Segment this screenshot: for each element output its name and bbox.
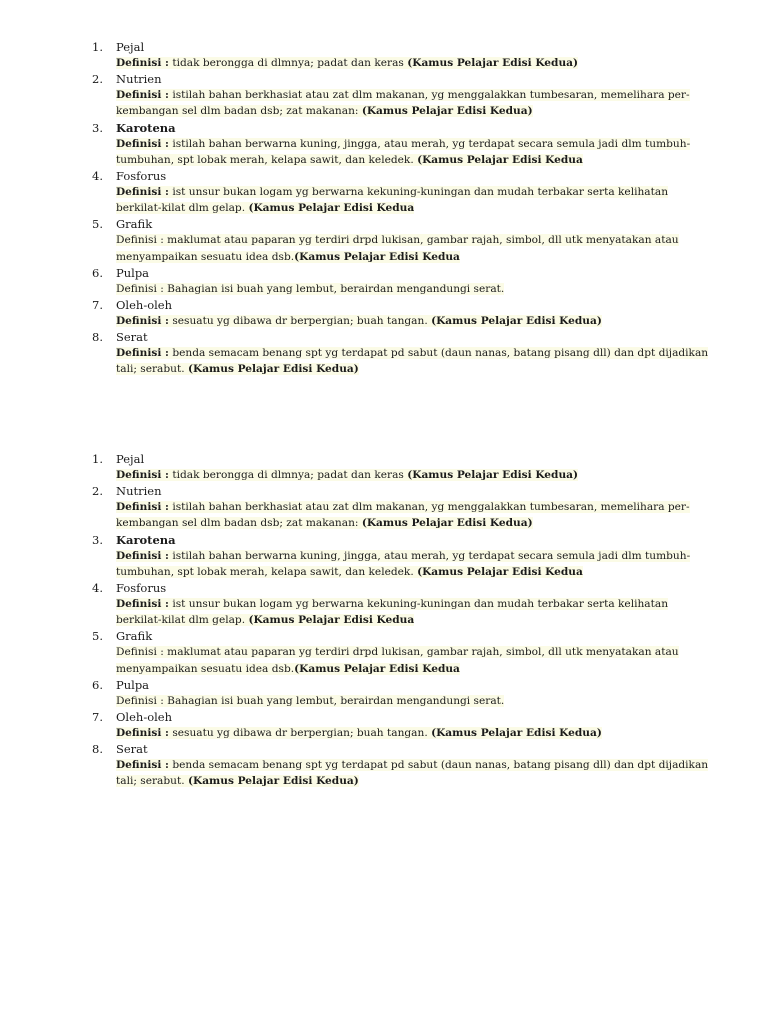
highlighted-text (116, 566, 583, 578)
term-heading: Karotena (116, 532, 176, 547)
list-item (0, 265, 768, 297)
definition-text: berkilat-kilat dlm gelap. (116, 202, 249, 215)
highlighted-text (116, 469, 578, 481)
definition-line (116, 548, 768, 564)
highlighted-text (116, 154, 583, 166)
list-item (0, 168, 768, 216)
definition-text: ist unsur bukan logam yg berwarna kekuning-kuningan dan mudah terbakar serta kelihatan (168, 598, 669, 611)
highlighted-text (116, 646, 679, 658)
definition-line (116, 725, 768, 741)
list-item-number: 8. (92, 742, 103, 757)
source-citation: (Kamus Pelajar Edisi Kedua) (431, 315, 602, 328)
highlighted-text (116, 598, 668, 610)
definition-text: sesuatu yg dibawa dr berpergian; buah tangan. (168, 727, 432, 740)
term-heading: Serat (116, 742, 148, 757)
source-citation: (Kamus Pelajar Edisi Kedua) (431, 727, 602, 740)
definition-line (116, 281, 768, 297)
highlighted-text (116, 775, 359, 787)
list-item-number: 8. (92, 330, 103, 345)
list-item-number: 3. (92, 120, 103, 135)
definition-text: ist unsur bukan logam yg berwarna kekuning-kuningan dan mudah terbakar serta kelihatan (168, 186, 669, 199)
source-citation: (Kamus Pelajar Edisi Kedua) (407, 57, 579, 69)
definition-text: istilah bahan berkhasiat atau zat dlm makanan, yg menggalakkan tumbesaran, memelihara per- (168, 501, 690, 514)
list-item-number: 1. (92, 40, 103, 54)
definition-line (116, 773, 768, 789)
highlighted-text (116, 138, 690, 150)
list-item-number: 3. (92, 532, 103, 547)
list-item (0, 532, 768, 580)
definition-label: Definisi : (116, 694, 164, 707)
term-heading: Pulpa (116, 265, 150, 280)
list-item (0, 39, 768, 71)
definition-label: Definisi : (116, 501, 169, 514)
highlighted-text (116, 315, 602, 327)
term-heading: Oleh-oleh (116, 710, 173, 725)
source-citation: (Kamus Pelajar Edisi Kedua) (361, 517, 533, 530)
highlighted-text (116, 347, 708, 359)
highlighted-text (116, 234, 679, 246)
source-citation: (Kamus Pelajar Edisi Kedua) (187, 775, 359, 788)
term-heading: Nutrien (116, 72, 162, 87)
term-heading: Grafik (116, 217, 153, 232)
definition-label: Definisi : (116, 57, 169, 69)
definition-text: menyampaikan sesuatu idea dsb. (116, 250, 295, 263)
source-citation: (Kamus Pelajar Edisi Kedua (294, 662, 460, 675)
term-heading: Grafik (116, 629, 153, 644)
definition-line (116, 515, 768, 531)
highlighted-text (116, 283, 504, 295)
definition-label: Definisi : (116, 549, 169, 562)
definition-line (116, 644, 768, 660)
list-item-number: 4. (92, 169, 103, 184)
definition-line (116, 313, 768, 329)
source-citation: (Kamus Pelajar Edisi Kedua (417, 153, 583, 166)
term-heading: Karotena (116, 120, 176, 135)
definition-line (116, 249, 768, 265)
list-item-number: 5. (92, 217, 103, 232)
definition-line (116, 152, 768, 168)
definition-line (116, 200, 768, 216)
definition-line (116, 693, 768, 709)
definition-text: kembangan sel dlm badan dsb; zat makanan: (116, 517, 362, 530)
list-item-number: 6. (92, 265, 103, 280)
definition-text: tali; serabut. (116, 775, 188, 788)
definition-text: sesuatu yg dibawa dr berpergian; buah tangan. (168, 315, 432, 328)
source-citation: (Kamus Pelajar Edisi Kedua) (361, 105, 533, 118)
highlighted-text (116, 105, 533, 117)
term-heading: Fosforus (116, 581, 167, 596)
definition-label: Definisi : (116, 315, 169, 328)
list-item-number: 1. (92, 452, 103, 466)
definition-text: maklumat atau paparan yg terdiri drpd lukisan, gambar rajah, simbol, dll utk menyatakan atau (163, 646, 679, 659)
definition-list (0, 451, 768, 790)
definition-text: tali; serabut. (116, 363, 188, 376)
highlighted-text (116, 251, 460, 263)
term-heading: Pulpa (116, 677, 150, 692)
list-item (0, 329, 768, 377)
definition-line (116, 103, 768, 119)
definition-text: istilah bahan berwarna kuning, jingga, atau merah, yg terdapat secara semula jadi dlm tumbuh- (168, 137, 691, 150)
highlighted-text (116, 501, 690, 513)
definition-label: Definisi : (116, 727, 169, 740)
definition-text: tumbuhan, spt lobak merah, kelapa sawit, dan keledek. (116, 565, 418, 578)
definition-label: Definisi : (116, 282, 164, 295)
highlighted-text (116, 517, 533, 529)
definition-text: benda semacam benang spt yg terdapat pd sabut (daun nanas, batang pisang dll) dan dpt dijadikan (168, 759, 709, 772)
definition-text: istilah bahan berwarna kuning, jingga, atau merah, yg terdapat secara semula jadi dlm tumbuh- (168, 549, 691, 562)
definition-text: berkilat-kilat dlm gelap. (116, 614, 249, 627)
highlighted-text (116, 695, 504, 707)
definition-text: tumbuhan, spt lobak merah, kelapa sawit, dan keledek. (116, 153, 418, 166)
definition-text: tidak berongga di dlmnya; padat dan keras (168, 57, 408, 69)
source-citation: (Kamus Pelajar Edisi Kedua) (187, 363, 359, 376)
definition-label: Definisi : (116, 186, 169, 199)
definition-line (116, 564, 768, 580)
list-item (0, 628, 768, 676)
list-item-number: 2. (92, 72, 103, 87)
definition-line (116, 467, 768, 483)
list-item (0, 120, 768, 168)
list-item (0, 451, 768, 483)
highlighted-text (116, 186, 668, 198)
list-item-number: 7. (92, 710, 103, 725)
definition-line (116, 596, 768, 612)
list-item (0, 297, 768, 329)
definition-line (116, 55, 768, 71)
list-item (0, 580, 768, 628)
definition-label: Definisi : (116, 759, 169, 772)
definition-text: istilah bahan berkhasiat atau zat dlm makanan, yg menggalakkan tumbesaran, memelihara per- (168, 89, 690, 102)
source-citation: (Kamus Pelajar Edisi Kedua (248, 202, 415, 215)
definition-list (0, 39, 768, 378)
source-citation: (Kamus Pelajar Edisi Kedua (417, 565, 583, 578)
highlighted-text (116, 202, 414, 214)
highlighted-text (116, 759, 708, 771)
definition-text: maklumat atau paparan yg terdiri drpd lukisan, gambar rajah, simbol, dll utk menyatakan atau (163, 234, 679, 247)
highlighted-text (116, 614, 414, 626)
highlighted-text (116, 663, 460, 675)
definition-line (116, 499, 768, 515)
definition-label: Definisi : (116, 347, 169, 360)
highlighted-text (116, 57, 578, 69)
definition-text: Bahagian isi buah yang lembut, berairdan mengandungi serat. (163, 282, 505, 295)
definition-text: Bahagian isi buah yang lembut, berairdan mengandungi serat. (163, 694, 505, 707)
list-item (0, 677, 768, 709)
list-item (0, 216, 768, 264)
definition-text: tidak berongga di dlmnya; padat dan keras (168, 469, 408, 481)
list-item (0, 483, 768, 531)
list-item (0, 741, 768, 789)
definition-line (116, 612, 768, 628)
definition-line (116, 345, 768, 361)
definition-text: menyampaikan sesuatu idea dsb. (116, 662, 295, 675)
definition-text: benda semacam benang spt yg terdapat pd sabut (daun nanas, batang pisang dll) dan dpt dijadikan (168, 347, 709, 360)
definition-line (116, 661, 768, 677)
list-item-number: 7. (92, 298, 103, 313)
source-citation: (Kamus Pelajar Edisi Kedua (248, 614, 415, 627)
term-heading: Pejal (116, 40, 145, 54)
term-heading: Serat (116, 330, 148, 345)
definition-label: Definisi : (116, 598, 169, 611)
source-citation: (Kamus Pelajar Edisi Kedua) (407, 469, 579, 481)
term-heading: Pejal (116, 452, 145, 466)
list-item (0, 71, 768, 119)
definition-text: kembangan sel dlm badan dsb; zat makanan: (116, 105, 362, 118)
definition-label: Definisi : (116, 234, 164, 247)
term-heading: Fosforus (116, 169, 167, 184)
list-item-number: 4. (92, 581, 103, 596)
highlighted-text (116, 89, 690, 101)
definition-line (116, 87, 768, 103)
definition-label: Definisi : (116, 469, 169, 481)
definition-label: Definisi : (116, 89, 169, 102)
definition-line (116, 184, 768, 200)
definition-line (116, 361, 768, 377)
definition-line (116, 757, 768, 773)
source-citation: (Kamus Pelajar Edisi Kedua (294, 250, 460, 263)
list-item-number: 2. (92, 484, 103, 499)
definition-line (116, 136, 768, 152)
definition-line (116, 232, 768, 248)
term-heading: Nutrien (116, 484, 162, 499)
definition-label: Definisi : (116, 137, 169, 150)
definition-label: Definisi : (116, 646, 164, 659)
term-heading: Oleh-oleh (116, 298, 173, 313)
list-item-number: 5. (92, 629, 103, 644)
list-item (0, 709, 768, 741)
highlighted-text (116, 550, 690, 562)
highlighted-text (116, 363, 359, 375)
highlighted-text (116, 727, 602, 739)
list-item-number: 6. (92, 677, 103, 692)
